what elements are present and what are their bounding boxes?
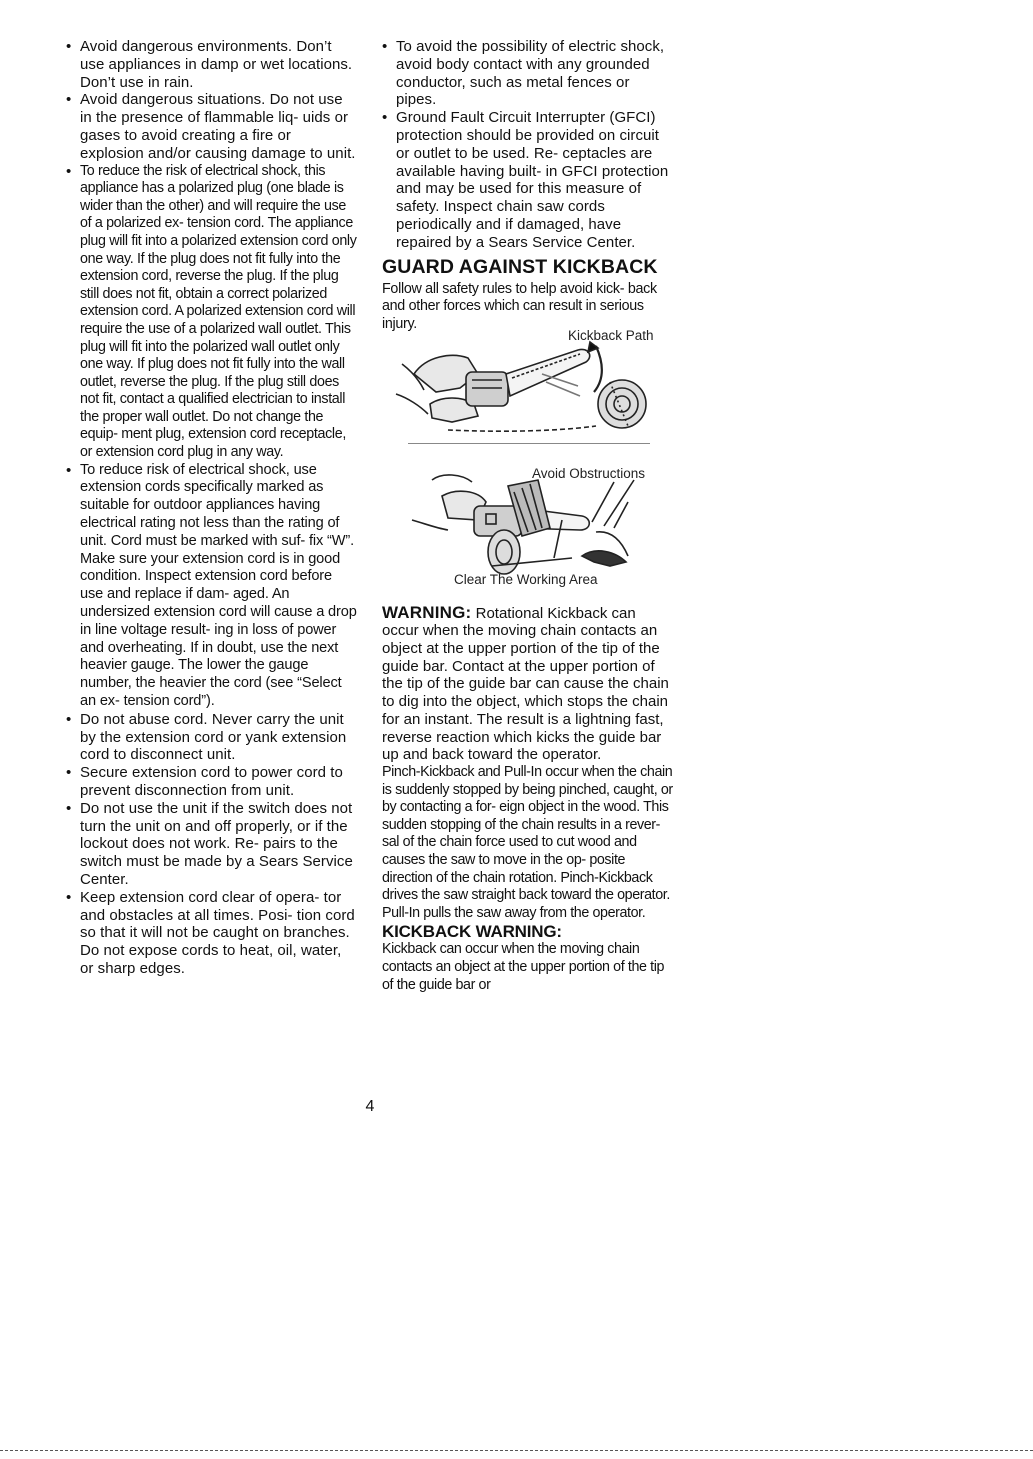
warning-label: WARNING:: [382, 602, 472, 622]
safety-list-right: [382, 38, 674, 252]
list-item: • Keep extension cord clear of opera- tor and obstacles at all times. Posi- tion cord so that it will not be caught on branches. Do not expose cords to heat, oil, water, or sharp edges.: [66, 888, 355, 977]
pinch-kickback-paragraph: Pinch-Kickback and Pull-In occur when the chain is suddenly stopped by being pinched, caught, or by contacting a for- eign object in the wood. This sudden stopping of the chain results in a rever- sal of the chain force used to cut wood and causes the saw to move in the op- posite direction of the chain rotation. Pinch-Kickback drives the saw straight back toward the operator. Pull-In pulls the saw away from the operator.: [382, 764, 673, 921]
list-item: • Do not use the unit if the switch does not turn the unit on and off properly, or if the lockout does not work. Re- pairs to the switch must be made by a Sears Service Center.: [66, 799, 353, 888]
avoid-obstructions-caption: Avoid Obstructions: [532, 465, 646, 481]
figure-divider: [408, 443, 650, 444]
bullet-icon: •: [66, 38, 72, 55]
kickback-warning-heading: KICKBACK WARNING:: [382, 922, 562, 942]
bullet-icon: •: [66, 162, 71, 180]
right-column: [382, 38, 674, 994]
bullet-icon: •: [66, 888, 72, 906]
list-item: • To reduce the risk of electrical shock, this appliance has a polarized plug (one blade is wider than the other) and will require the use of a polarized ex- tension cord. The appliance plug will fit into a polarized extension cord only one way. If the plug does not fit fully into the extension cord, reverse the plug. If the plug still does not fit, obtain a correct polarized extension cord. A polarized extension cord will require the use of a polarized wall outlet. This plug will fit into the polarized wall outlet only one way. If plug does not fit fully into the wall outlet, reverse the plug. If the plug still does not fit, contact a qualified electrician to install the proper wall outlet. Do not change the equip- ment plug, extension cord receptacle, or extension cord plug in any way.: [66, 162, 357, 461]
kickback-path-figure: [382, 327, 674, 440]
bullet-icon: •: [382, 38, 388, 55]
list-item: • To avoid the possibility of electric shock, avoid body contact with any grounded conductor, such as metal fences or pipes.: [382, 38, 665, 109]
page-number: 4: [365, 1098, 375, 1115]
section-heading-kickback: GUARD AGAINST KICKBACK: [382, 255, 658, 278]
clear-area-caption: Clear The Working Area: [454, 571, 598, 587]
list-item: • Secure extension cord to power cord to prevent disconnection from unit.: [66, 764, 343, 800]
list-item: • Avoid dangerous situations. Do not use in the presence of flammable liq- uids or gases to avoid creating a fire or explosion and/or causing damage to unit.: [66, 91, 356, 162]
list-item: • Avoid dangerous environments. Don’t use appliances in damp or wet locations. Don’t use in rain.: [66, 38, 353, 91]
kickback-warning-paragraph: Kickback can occur when the moving chain contacts an object at the upper portion of the tip of the guide bar or: [382, 941, 665, 993]
intro-paragraph: Follow all safety rules to help avoid kick- back and other forces which can result in serious injury.: [382, 280, 657, 332]
avoid-obstructions-figure: [382, 462, 674, 596]
kickback-path-caption: Kickback Path: [568, 327, 654, 343]
bullet-icon: •: [66, 710, 72, 728]
rotational-warning: [382, 604, 674, 764]
list-item: • To reduce risk of electrical shock, use extension cords specifically marked as suitable for outdoor appliances having electrical rating not less than the rating of unit. Cord must be marked with suf- fix “W”. Make sure your extension cord is in good condition. Inspect extension cord before use and replace if dam- aged. An undersized extension cord will cause a drop in line voltage result- ing in loss of power and overheating. If in doubt, use the next heavier gauge. The lower the gauge number, the heavier the cord (see “Select an ex- tension cord”).: [66, 461, 357, 710]
bullet-icon: •: [66, 461, 72, 479]
page-bottom-rule: [0, 1450, 1033, 1451]
bullet-icon: •: [382, 109, 388, 127]
kickback-illustration: [382, 334, 674, 440]
list-item: • Do not abuse cord. Never carry the unit by the extension cord or yank extension cord to disconnect unit.: [66, 710, 347, 764]
bullet-icon: •: [66, 91, 72, 109]
left-column: [66, 38, 358, 978]
list-item: • Ground Fault Circuit Interrupter (GFCI) protection should be provided on circuit or outlet to be used. Re- ceptacles are available having built- in GFCI protection and may be used for this measure of safety. Inspect chain saw cords periodically and if damaged, have repaired by a Sears Service Center.: [382, 109, 669, 251]
bullet-icon: •: [66, 764, 72, 782]
warning-text: Rotational Kickback can occur when the moving chain contacts an object at the upper portion of the tip of the guide bar. Contact at the upper portion of the tip of the guide bar can cause the chain to dig into the object, which stops the chain for an instant. The result is a lightning fast, reverse reaction which kicks the guide bar up and back toward the operator.: [382, 604, 669, 764]
safety-list-left: [66, 38, 358, 978]
bullet-icon: •: [66, 799, 72, 817]
